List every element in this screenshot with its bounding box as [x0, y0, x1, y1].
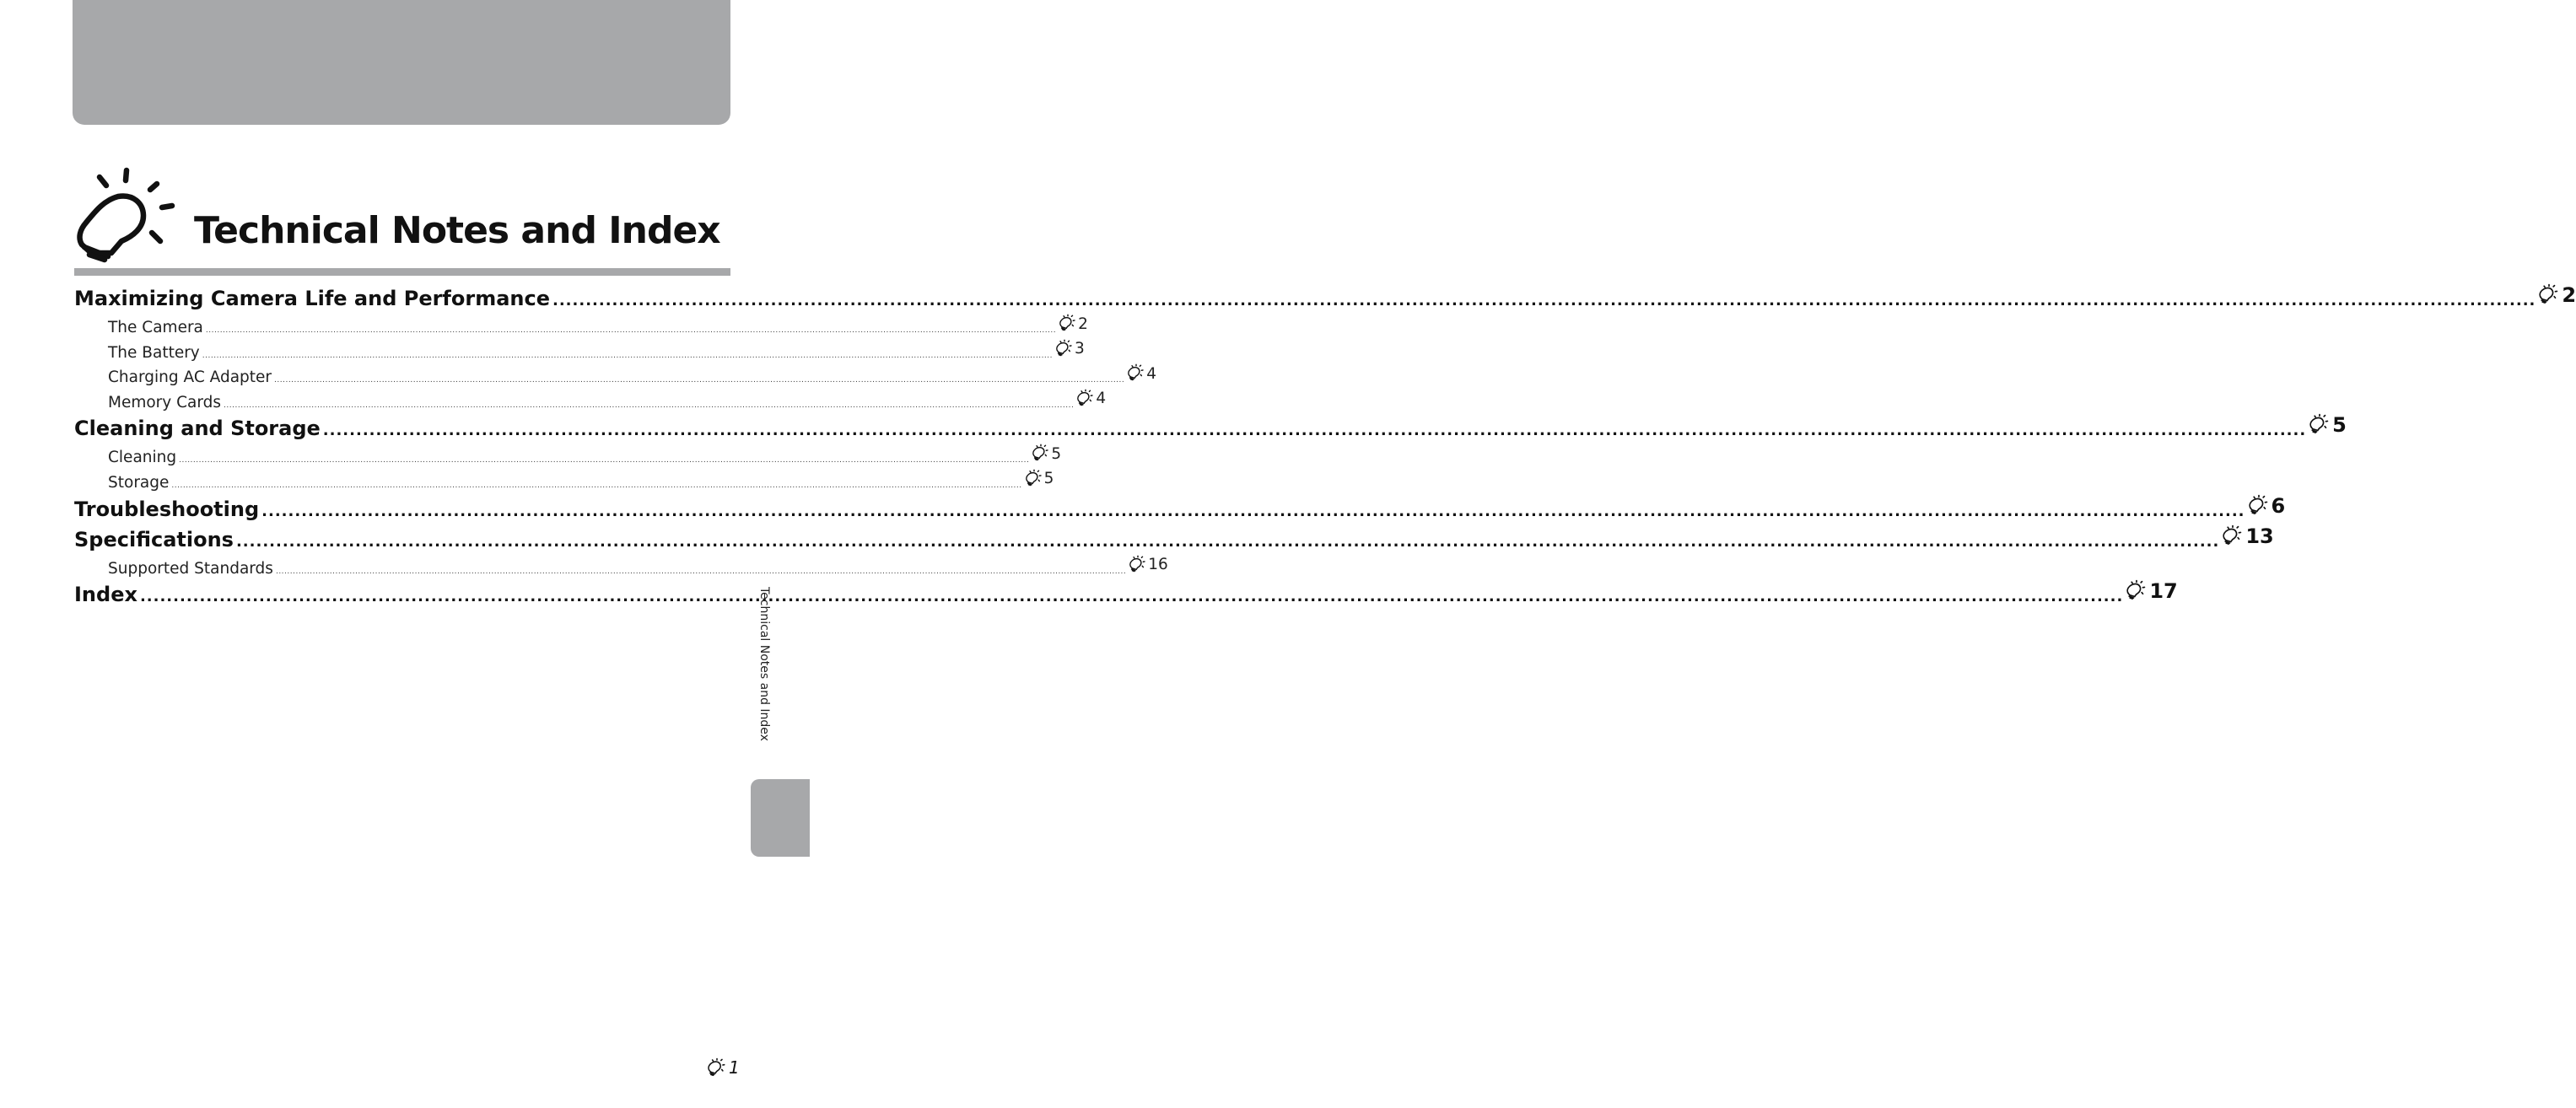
toc-entry-label: Cleaning and Storage	[74, 417, 321, 441]
toc-page-reference	[1059, 314, 1088, 332]
toc-leader-dots: ............................................................................................................................................................................................................................................................................................................	[322, 422, 2307, 440]
toc-section-entry[interactable]	[74, 413, 2347, 444]
title-rule	[74, 268, 730, 276]
page-number	[707, 1057, 740, 1078]
toc-entry-label: Index	[74, 583, 137, 607]
toc-section-entry[interactable]	[74, 493, 2286, 524]
toc-page-reference	[2126, 579, 2178, 604]
toc-page-reference	[2248, 494, 2286, 516]
toc-leader-dots: ............................................................................................................................................................................................................................................................................................................	[552, 292, 2536, 309]
toc-page-number: 4	[1096, 390, 1107, 408]
header-band	[73, 0, 730, 125]
lightbulb-icon	[74, 165, 177, 263]
toc-page-reference	[1127, 363, 1156, 382]
page-number-value: 1	[729, 1057, 740, 1078]
lightbulb-icon	[2538, 283, 2560, 305]
toc-entry-label: Charging AC Adapter	[108, 368, 272, 387]
toc-page-number: 13	[2245, 524, 2274, 548]
lightbulb-icon	[1059, 314, 1077, 332]
toc-section-entry[interactable]	[74, 579, 2178, 610]
toc-section-entry[interactable]	[74, 524, 2274, 555]
toc-page-number: 5	[1051, 444, 1062, 463]
toc-leader-dots: ............................................................................................................................................................................................................................................................................................................	[235, 532, 2220, 551]
toc-subsection-entry[interactable]	[74, 555, 1168, 580]
lightbulb-icon	[2126, 579, 2148, 601]
toc-subsection-entry[interactable]	[74, 314, 1088, 339]
toc-entry-label: Cleaning	[108, 449, 177, 467]
toc-entry-label: Maximizing Camera Life and Performance	[74, 287, 550, 310]
toc-page-reference	[1055, 339, 1085, 358]
lightbulb-icon	[2248, 494, 2270, 516]
toc-page-reference	[1129, 555, 1168, 573]
toc-subsection-entry[interactable]	[74, 389, 1107, 414]
toc-leader-dots: ............................................................................................................................................................................................................................................................................................................	[202, 351, 1054, 360]
toc-page-number: 6	[2271, 493, 2286, 518]
toc-entry-label: Storage	[108, 473, 170, 492]
toc-page-number: 3	[1075, 340, 1085, 358]
toc-entry-label: Troubleshooting	[74, 497, 260, 521]
toc-entry-label: Memory Cards	[108, 393, 222, 411]
toc-leader-dots: ............................................................................................................................................................................................................................................................................................................	[171, 481, 1022, 490]
lightbulb-icon	[2222, 524, 2244, 546]
toc-page-reference	[2538, 283, 2576, 305]
toc-leader-dots: ............................................................................................................................................................................................................................................................................................................	[274, 376, 1125, 385]
lightbulb-icon	[1127, 363, 1145, 382]
toc-subsection-entry[interactable]	[74, 363, 1157, 389]
toc-leader-dots: ............................................................................................................................................................................................................................................................................................................	[139, 588, 2124, 606]
toc-entry-label: The Battery	[108, 343, 200, 362]
lightbulb-icon	[1025, 469, 1043, 487]
lightbulb-icon	[1076, 389, 1095, 407]
toc-page-number: 17	[2149, 579, 2178, 604]
toc-page-number: 5	[1043, 470, 1054, 488]
toc-leader-dots: ............................................................................................................................................................................................................................................................................................................	[205, 326, 1057, 335]
toc-page-number: 4	[1146, 364, 1157, 383]
toc-leader-dots: ............................................................................................................................................................................................................................................................................................................	[179, 456, 1030, 465]
toc-page-number: 5	[2332, 413, 2347, 438]
toc-page-reference	[1032, 444, 1061, 462]
toc-page-reference	[1076, 389, 1106, 407]
toc-page-reference	[2222, 524, 2273, 546]
lightbulb-icon	[1129, 555, 1147, 573]
toc-page-number: 16	[1148, 556, 1168, 574]
toc-page-number: 2	[2562, 283, 2576, 307]
table-of-contents	[74, 283, 2576, 610]
toc-section-entry[interactable]	[74, 283, 2576, 314]
toc-entry-label: The Camera	[108, 319, 203, 336]
side-tab[interactable]	[751, 779, 810, 857]
lightbulb-icon	[2309, 413, 2331, 435]
toc-entry-label: Supported Standards	[108, 559, 273, 578]
toc-leader-dots: ............................................................................................................................................................................................................................................................................................................	[275, 567, 1127, 576]
lightbulb-icon	[1032, 444, 1050, 462]
lightbulb-icon	[707, 1057, 727, 1078]
toc-page-reference	[1025, 469, 1054, 487]
toc-subsection-entry[interactable]	[74, 444, 1062, 469]
toc-entry-label: Specifications	[74, 527, 234, 551]
toc-page-number: 2	[1078, 315, 1088, 333]
lightbulb-icon	[1055, 339, 1074, 358]
toc-subsection-entry[interactable]	[74, 339, 1085, 364]
toc-leader-dots: ............................................................................................................................................................................................................................................................................................................	[261, 502, 2245, 520]
chapter-title: Technical Notes and Index	[194, 209, 720, 252]
toc-subsection-entry[interactable]	[74, 469, 1054, 494]
toc-page-reference	[2309, 413, 2347, 438]
toc-leader-dots: ............................................................................................................................................................................................................................................................................................................	[224, 401, 1075, 410]
side-tab-label: Technical Notes and Index	[757, 587, 771, 741]
